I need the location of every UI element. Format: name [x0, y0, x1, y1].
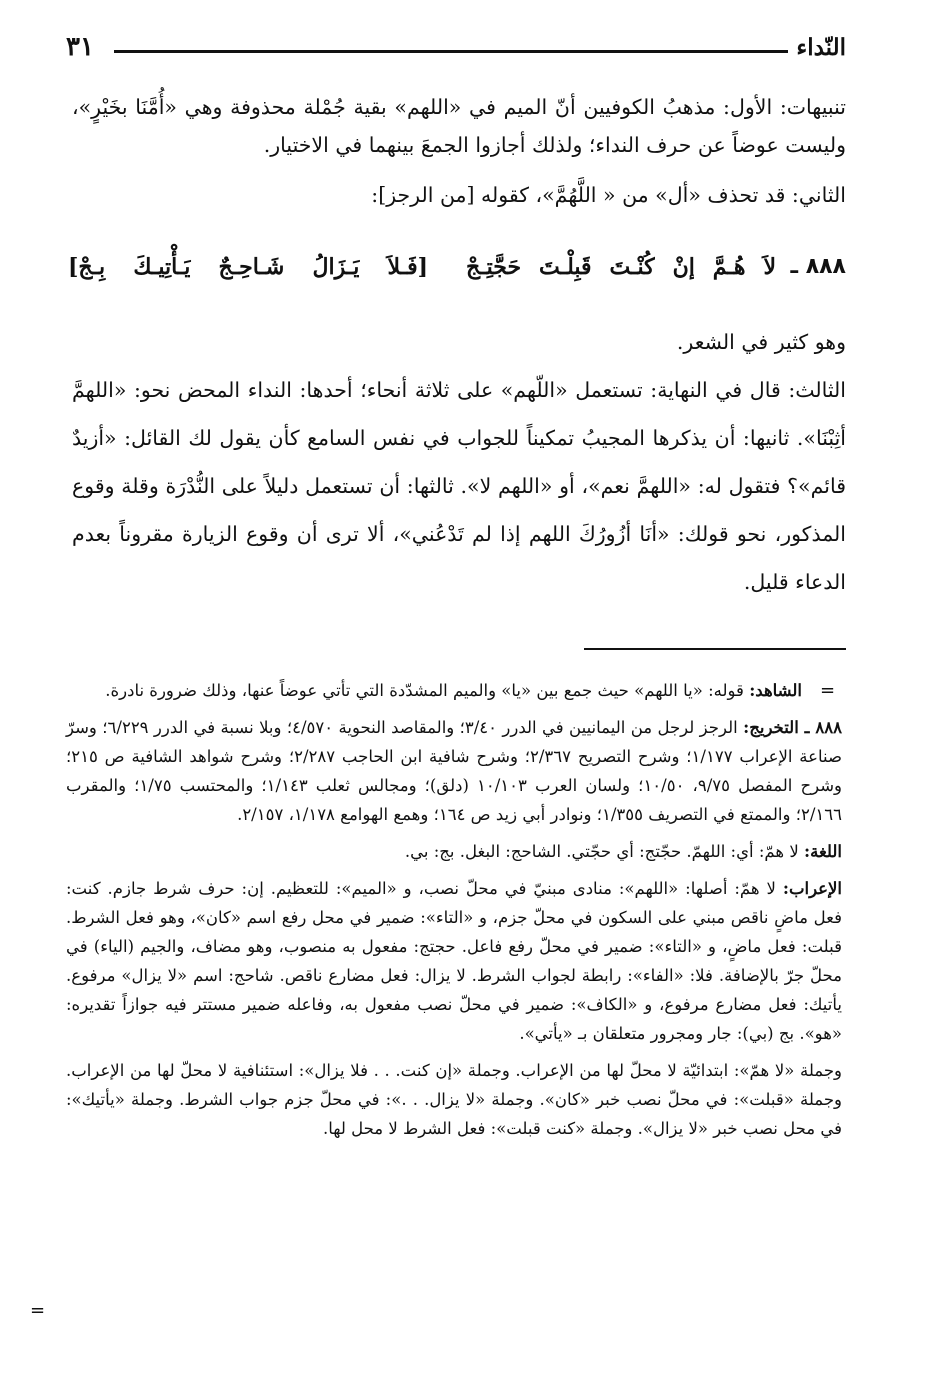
irab-text: لا همّ: أصلها: «اللهم»: منادى مبنيّ في محلّ نصب، و «الميم»: للتعظيم. إن: حرف شرط جازم. كنت: فعل ماضٍ ناقص مبني على السكون في محلّ جزم، و «التاء»: ضمير في محل رفع اسم «كان»، وهو فعل الشرط. قبلت: فعل ماضٍ، و «التاء»: ضمير في محلّ رفع فاعل. حجتج: مفعول به منصوب، وهو مضاف، والجيم (الياء) في محلّ جرّ بالإضافة. فلا: «الفاء»: رابطة لجواب الشرط. لا يزال: فعل مضارع ناقص. شاحج: اسم «لا يزال» مرفوع. يأتيك: فعل مضارع مرفوع، و «الكاف»: ضمير في محلّ نصب مفعول به، وفاعله ضمير مستتر فيه جوازاً تقديره: «هو». بج (بي): جار ومجرور متعلقان بـ «يأتي».	[66, 879, 842, 1043]
main-text	[72, 88, 846, 226]
verse-line	[68, 248, 846, 288]
chapter-title: النّداء	[796, 34, 846, 61]
page-header	[62, 28, 846, 68]
footnote-takhrij	[66, 713, 842, 829]
takhrij-label: ٨٨٨ ـ التخريج:	[743, 718, 842, 737]
verse-first-hemistich: لاَ هُـمَّ إنْ كُنْـتَ قَبِلْـتَ حَجَّتِـجْ	[466, 254, 776, 280]
footnote-shahid	[66, 676, 802, 705]
paragraph-tanbihat: تنبيهات: الأول: مذهبُ الكوفيين أنّ الميم في «اللهم» بقية جُمْلة محذوفة وهي «أُمَّنَا بخَيْرٍ»، وليست عوضاً عن حرف النداء؛ ولذلك أجازوا الجمعَ بينهما في الاختيار.	[72, 95, 846, 157]
verse-number: ٨٨٨ ـ	[790, 254, 846, 279]
header-rule	[114, 50, 788, 53]
footnote-lugha	[66, 837, 842, 866]
continuation-mark: =	[820, 680, 836, 701]
takhrij-text: الرجز لرجل من اليمانيين في الدرر ٣/٤٠؛ والمقاصد النحوية ٤/٥٧٠؛ وبلا نسبة في الدرر ٦/٢٢٩؛ وسرّ صناعة الإعراب ١/١٧٧؛ وشرح التصريح ٢/٣٦٧؛ وشرح شافية ابن الحاجب ٢/٢٨٧؛ وشرح شواهد الشافية ص ٢١٥؛ وشرح المفصل ٩/٧٥، ١٠/٥٠؛ ولسان العرب ١٠/١٠٣ (دلق)؛ ومجالس ثعلب ١/١٤٣؛ والمحتسب ١/٧٥؛ والمقرب ٢/١٦٦؛ والممتع في التصريف ١/٣٥٥؛ ونوادر أبي زيد ص ١٦٤؛ وهمع الهوامع ١/١٧٨، ٢/١٥٧.	[66, 718, 843, 824]
verse-second-hemistich: [فَـلاَ يَـزَالُ شَـاحِـجٌ يَـأْتِيـكَ بِـجْ]	[68, 254, 428, 280]
lugha-label: اللغة:	[804, 842, 842, 861]
page-number: ٣١	[66, 32, 94, 62]
footnote-jumla: وجملة «لا همّ»: ابتدائيّة لا محلّ لها من الإعراب. وجملة «إن كنت. . . فلا يزال»: استئنافية لا محلّ لها من الإعراب. وجملة «قبلت»: في محلّ نصب خبر «كان». وجملة «لا يزال. . .»: في محلّ جزم جواب الشرط. وجملة «يأتيك»: في محل نصب خبر «لا يزال». وجملة «كنت قبلت»: فعل الشرط لا محل لها.	[66, 1061, 842, 1138]
shahid-text: قوله: «يا اللهم» حيث جمع بين «يا» والميم المشدّدة التي تأتي عوضاً عنها، وذلك ضرورة نادرة.	[105, 681, 744, 700]
footnote-irab	[66, 874, 842, 1048]
lugha-text: لا همّ: أي: اللهمّ. حجّتج: أي حجّتي. الشاحج: البغل. بج: بي.	[404, 842, 799, 861]
shahid-label: الشاهد:	[749, 681, 802, 700]
footnotes	[66, 676, 842, 1151]
main-text-continued	[72, 318, 846, 606]
footnote-separator	[584, 648, 846, 650]
irab-label: الإعراب:	[782, 879, 843, 898]
continuation-mark-bottom: =	[30, 1300, 46, 1321]
paragraph-third: الثالث: قال في النهاية: تستعمل «اللّهم» على ثلاثة أنحاء؛ أحدها: النداء المحض نحو: «اللهمَّ أثِبْنَا». ثانيها: أن يذكرها المجيبُ تمكيناً للجواب في نفس السامع كأن يقول لك القائل: «أزيدٌ قائم»؟ فتقول له: «اللهمَّ نعم»، أو «اللهم لا». ثالثها: أن تستعمل دليلاً على النُّدْرَة وقلة وقوع المذكور، نحو قولك: «أنَا أزُورُكَ اللهم إذا لم تَدْعُني»، ألا ترى أن وقوع الزيارة مقروناً بعدم الدعاء قليل.	[72, 378, 846, 594]
paragraph-second: الثاني: قد تحذف «أل» من « اللَّهُمَّ»، كقوله [من الرجز]:	[371, 183, 846, 207]
paragraph-poetry-note: وهو كثير في الشعر.	[676, 330, 846, 354]
